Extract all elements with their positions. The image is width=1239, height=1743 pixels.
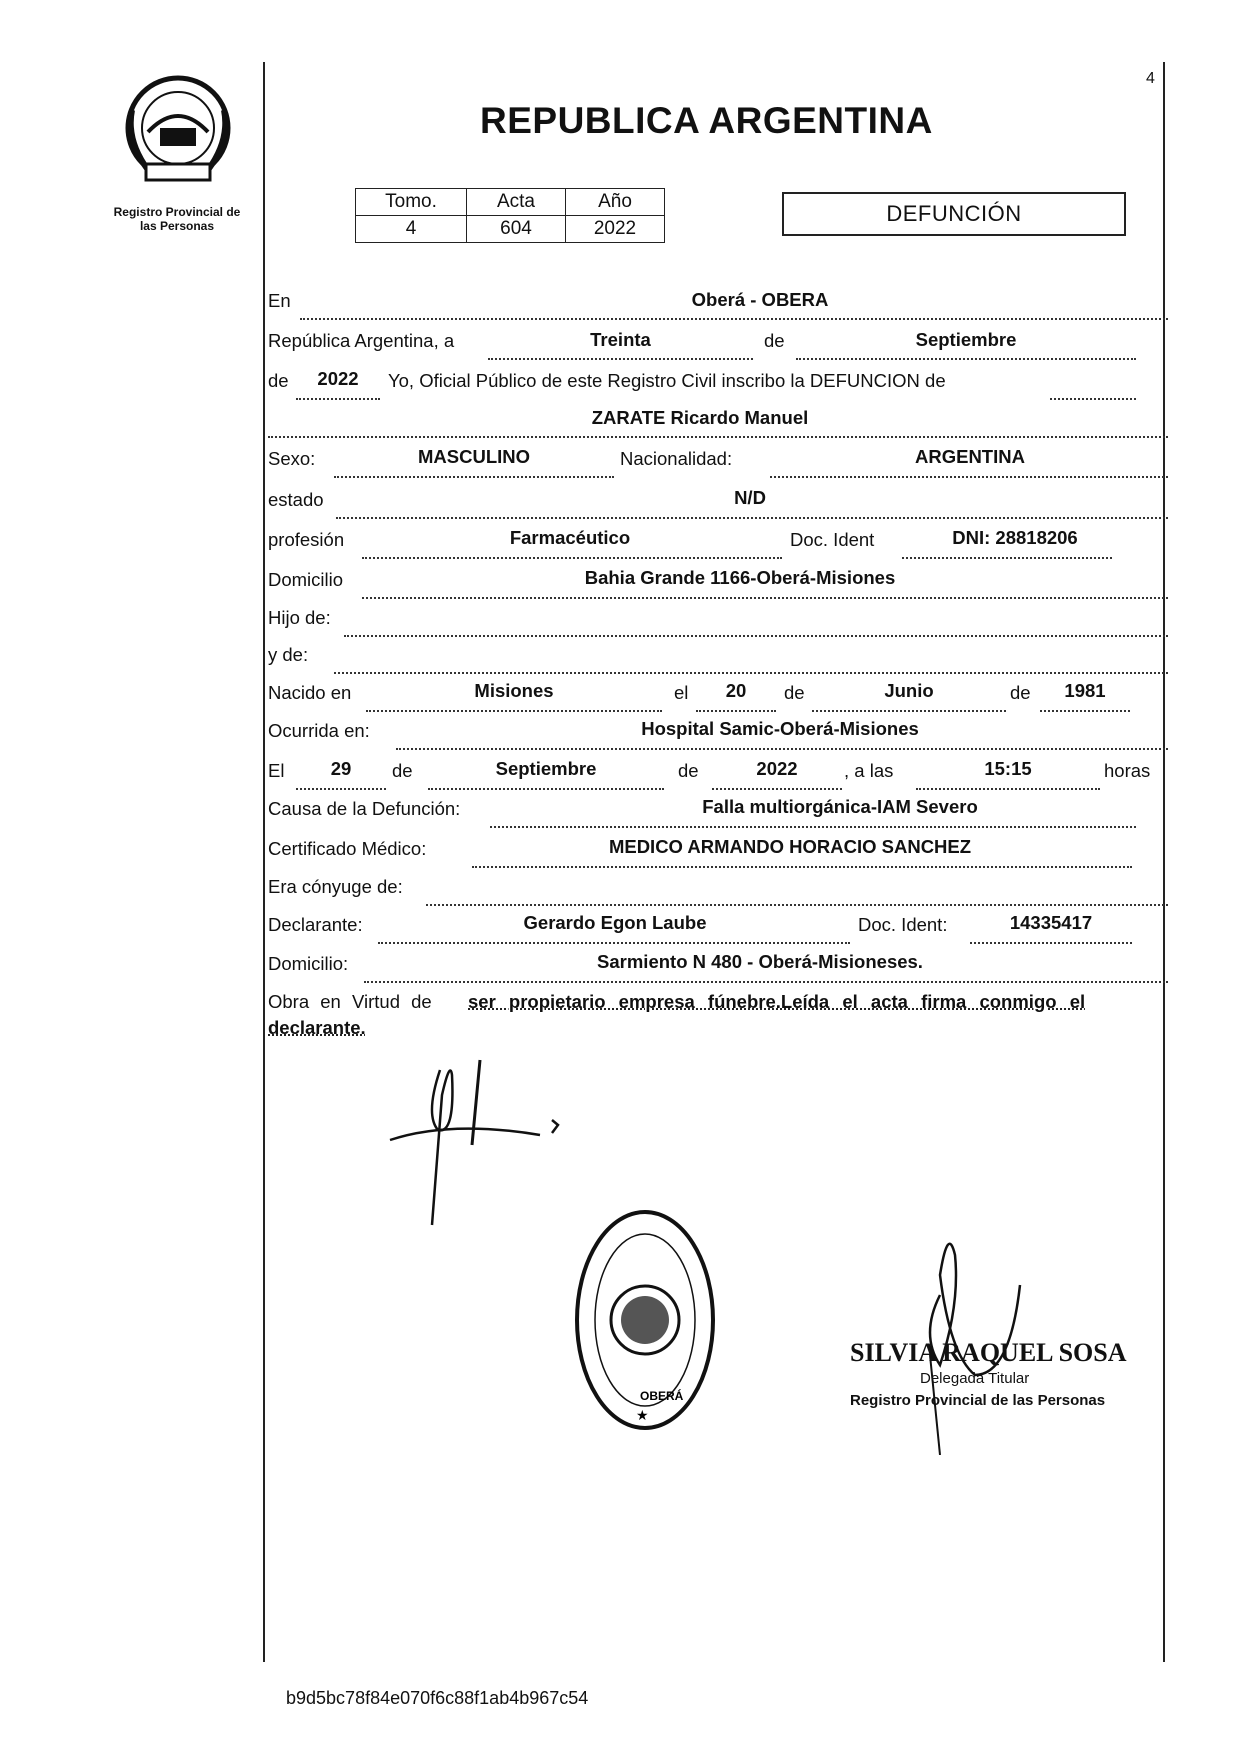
value-doc: DNI: 28818206 [952,527,1078,548]
label-de-nac-mes: de [784,682,805,703]
document-title: REPUBLICA ARGENTINA [480,100,933,141]
officer-signature [900,1215,1070,1455]
value-nombre: ZARATE Ricardo Manuel [591,407,809,428]
label-nacionalidad: Nacionalidad: [620,448,733,469]
label-de-nac-anio: de [1010,682,1031,703]
value-profesion: Farmacéutico [509,527,631,548]
value-sexo: MASCULINO [417,446,531,467]
label-de-anio: de [268,370,289,391]
fill-hijo-de [344,609,1168,637]
label-conyuge: Era cónyuge de: [268,876,403,897]
value-decl-doc: 14335417 [1009,912,1093,933]
label-profesion: profesión [268,529,345,550]
label-causa: Causa de la Defunción: [268,798,461,819]
value-nac-anio: 1981 [1064,680,1106,701]
value-def-anio: 2022 [756,758,798,779]
signatory-org: Registro Provincial de las Personas [850,1392,1106,1409]
fill-inscripcion-end [1050,372,1136,400]
value-decl-domicilio: Sarmiento N 480 - Oberá-Misioneses. [597,951,923,972]
label-inscripcion: Yo, Oficial Público de este Registro Civil inscribo la DEFUNCION de [388,370,946,391]
document-hash: b9d5bc78f84e070f6c88f1ab4b967c54 [286,1688,589,1708]
label-doc-ident-declarante: Doc. Ident: [858,914,948,935]
label-republica: República Argentina, a [268,330,455,351]
header-acta: Acta [467,189,566,216]
value-anio: 2022 [317,368,359,389]
issuer-name-line2: las Personas [139,219,215,233]
fill-conyuge [426,878,1168,906]
value-nacionalidad: ARGENTINA [915,446,1025,467]
value-ocurrida-en: Hospital Samic-Oberá-Misiones [641,718,919,739]
value-tomo: 4 [356,216,467,243]
value-def-dia: 29 [330,758,352,779]
header-anio: Año [566,189,665,216]
value-acta: 604 [467,216,566,243]
value-mes: Septiembre [915,329,1017,350]
header-tomo: Tomo. [356,189,467,216]
value-obra-texto-2: declarante. [268,1017,366,1038]
value-def-mes: Septiembre [495,758,597,779]
value-anio: 2022 [566,216,665,243]
value-dia: Treinta [590,329,651,350]
label-hijo-de: Hijo de: [268,607,331,628]
value-nac-mes: Junio [884,680,934,701]
record-table [355,188,665,243]
value-estado: N/D [734,487,766,508]
label-ocurrida-en: Ocurrida en: [268,720,370,741]
fill-y-de [334,646,1168,674]
value-certificado: MEDICO ARMANDO HORACIO SANCHEZ [608,836,972,857]
value-causa: Falla multiorgánica-IAM Severo [702,796,978,817]
seal-bottom-text: OBERÁ [640,1389,684,1403]
label-de-def-anio: de [678,760,699,781]
value-lugar: Oberá - OBERA [691,289,829,310]
label-en: En [268,290,291,311]
label-y-de: y de: [268,644,309,665]
label-a-las: , a las [844,760,894,781]
declarant-signature [380,1055,580,1235]
label-domicilio: Domicilio [268,569,344,590]
label-horas: horas [1104,760,1151,781]
value-nac-dia: 20 [725,680,747,701]
record-type-box: DEFUNCIÓN [782,192,1126,236]
value-obra-texto: ser propietario empresa fúnebre.Leída el acta firma conmigo el [468,991,1086,1012]
signatory-role: Delegada Titular [920,1370,1030,1387]
value-domicilio: Bahia Grande 1166-Oberá-Misiones [584,567,896,588]
label-obra-en-virtud: Obra en Virtud de [268,991,432,1012]
label-de-def-mes: de [392,760,413,781]
label-el-def: El [268,760,285,781]
label-declarante: Declarante: [268,914,363,935]
page-number: 4 [1146,70,1155,87]
label-de-mes: de [764,330,785,351]
label-nacido-en: Nacido en [268,682,352,703]
label-el: el [674,682,689,703]
value-declarante: Gerardo Egon Laube [523,912,707,933]
value-hora: 15:15 [984,758,1032,779]
province-logo [118,70,238,190]
label-domicilio-declarante: Domicilio: [268,953,349,974]
svg-text:★: ★ [636,1408,649,1424]
value-nacido-en: Misiones [474,680,554,701]
official-seal [570,1205,720,1435]
label-certificado: Certificado Médico: [268,838,427,859]
issuer-name-line1: Registro Provincial de [113,205,241,219]
label-sexo: Sexo: [268,448,316,469]
label-estado: estado [268,489,324,510]
label-doc-ident: Doc. Ident [790,529,875,550]
left-margin-rule [263,62,265,1662]
signatory-name: SILVIA RAQUEL SOSA [850,1338,1127,1367]
